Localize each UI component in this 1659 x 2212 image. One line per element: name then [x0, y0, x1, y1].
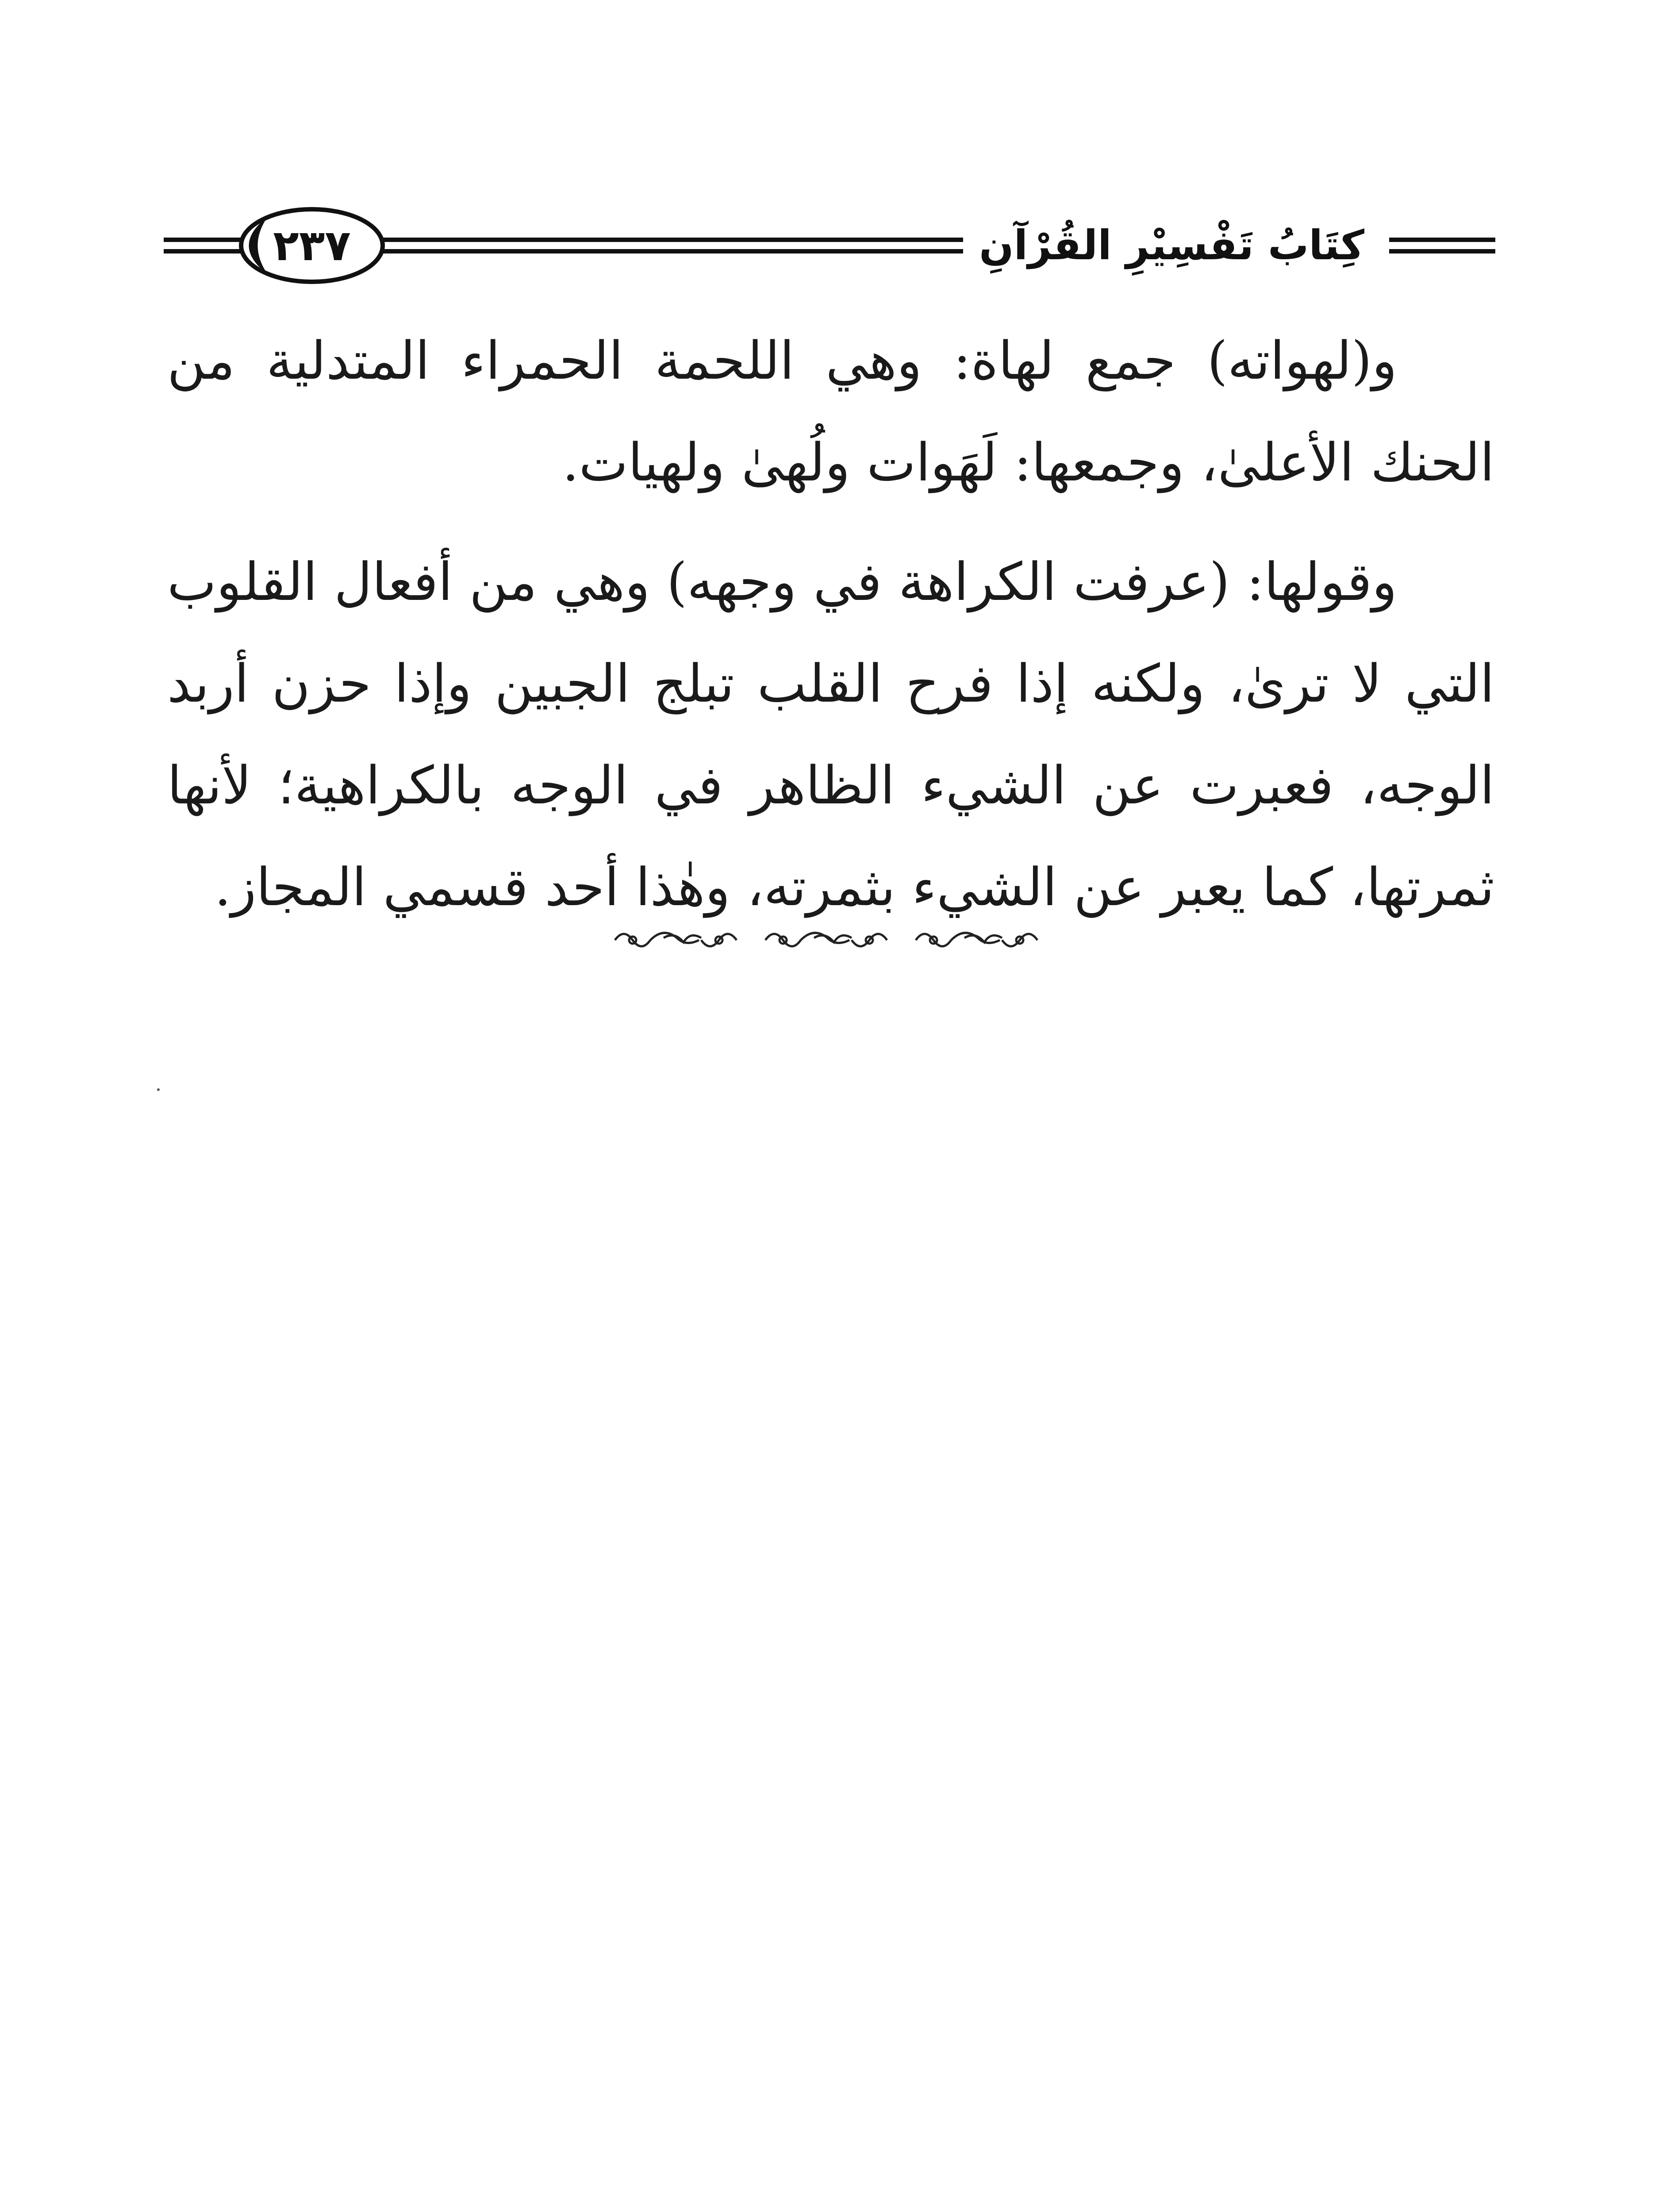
scan-speck: [157, 1088, 160, 1091]
page-header: [164, 195, 1500, 296]
paragraph: وقولها: (عرفت الكراهة في وجهه) وهي من أفعال القلوب التي لا ترىٰ، ولكنه إذا فرح القلب تبلج الجبين وإذا حزن أربد الوجه، فعبرت عن الشيء الظاهر في الوجه بالكراهية؛ لأنها ثمرتها، كما يعبر عن الشيء بثمرته، وهٰذا أحد قسمي المجاز.: [167, 551, 1494, 918]
main-text: [167, 310, 1494, 956]
book-title: كِتَابُ تَفْسِيْرِ القُرْآنِ: [963, 212, 1380, 279]
paragraph: و(لهواته) جمع لهاة: وهي اللحمة الحمراء المتدلية من الحنك الأعلىٰ، وجمعها: لَهَوات ولُهىٰ ولهيات.: [167, 330, 1494, 493]
floral-divider-icon: [606, 920, 1048, 960]
page-number: ٢٣٧: [273, 221, 351, 270]
